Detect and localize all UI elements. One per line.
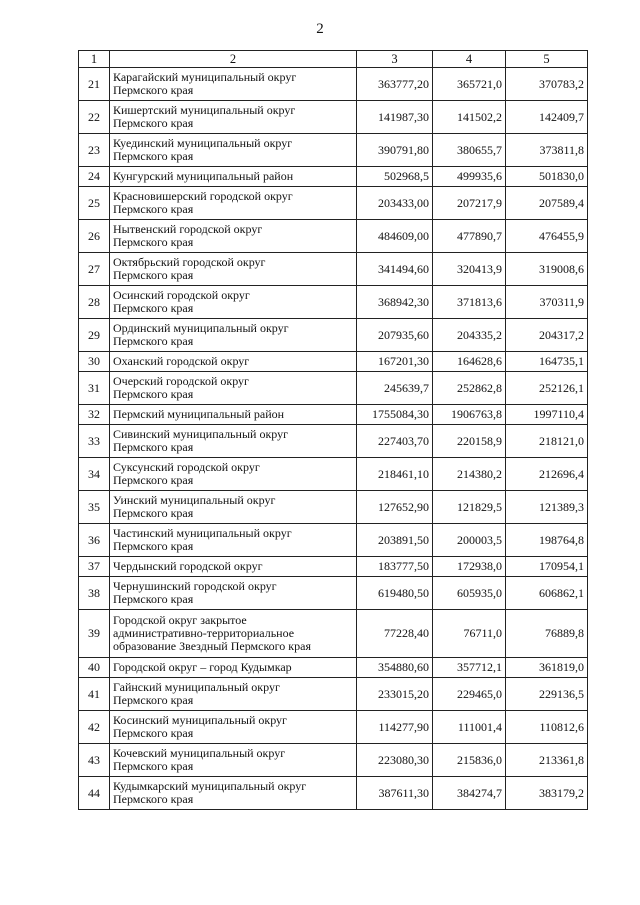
municipality-name-line: Пермского края: [113, 506, 194, 520]
amount-c4: 380655,7: [433, 134, 506, 167]
amount-c4: 477890,7: [433, 220, 506, 253]
amount-c5: 319008,6: [506, 253, 588, 286]
amount-c3: 233015,20: [357, 678, 433, 711]
table-row: [79, 557, 588, 577]
municipality-name-line: Осинский городской округ: [113, 288, 250, 302]
amount-c5: 218121,0: [506, 425, 588, 458]
municipality-name: [110, 286, 357, 319]
row-number: 42: [79, 711, 110, 744]
municipality-name: [110, 610, 357, 658]
municipality-name-line: Пермского края: [113, 202, 194, 216]
municipality-name-line: Чердынский городской округ: [113, 559, 263, 573]
municipality-name-line: Пермского края: [113, 539, 194, 553]
table-row: [79, 101, 588, 134]
amount-c5: 252126,1: [506, 372, 588, 405]
amount-c5: 207589,4: [506, 187, 588, 220]
municipality-name: [110, 405, 357, 425]
municipality-name-line: образование Звездный Пермского края: [113, 639, 311, 653]
municipality-name-line: Кудымкарский муниципальный округ: [113, 779, 307, 793]
amount-c4: 111001,4: [433, 711, 506, 744]
row-number: 21: [79, 68, 110, 101]
row-number: 35: [79, 491, 110, 524]
amount-c3: 183777,50: [357, 557, 433, 577]
amount-c4: 164628,6: [433, 352, 506, 372]
row-number: 22: [79, 101, 110, 134]
header-col-4: 4: [433, 51, 506, 68]
municipality-name-line: Пермского края: [113, 334, 194, 348]
amount-c3: 207935,60: [357, 319, 433, 352]
municipality-name-line: Ординский муниципальный округ: [113, 321, 289, 335]
amount-c3: 227403,70: [357, 425, 433, 458]
table-row: [79, 253, 588, 286]
amount-c4: 357712,1: [433, 658, 506, 678]
amount-c5: 110812,6: [506, 711, 588, 744]
municipality-name-line: Пермского края: [113, 83, 194, 97]
amount-c5: 606862,1: [506, 577, 588, 610]
municipality-name: [110, 744, 357, 777]
table-header-row: [79, 51, 588, 68]
amount-c4: 121829,5: [433, 491, 506, 524]
municipality-name: [110, 524, 357, 557]
amount-c3: 368942,30: [357, 286, 433, 319]
amount-c3: 223080,30: [357, 744, 433, 777]
municipality-name: [110, 352, 357, 372]
amount-c5: 370311,9: [506, 286, 588, 319]
amount-c4: 204335,2: [433, 319, 506, 352]
municipality-name-line: Пермского края: [113, 473, 194, 487]
amount-c5: 229136,5: [506, 678, 588, 711]
municipality-name: [110, 319, 357, 352]
amount-c4: 207217,9: [433, 187, 506, 220]
amount-c3: 245639,7: [357, 372, 433, 405]
amount-c5: 142409,7: [506, 101, 588, 134]
municipality-name: [110, 101, 357, 134]
municipality-name-line: Пермского края: [113, 301, 194, 315]
amount-c3: 619480,50: [357, 577, 433, 610]
municipality-name: [110, 372, 357, 405]
amount-c4: 200003,5: [433, 524, 506, 557]
table-row: [79, 658, 588, 678]
municipality-name: [110, 557, 357, 577]
row-number: 25: [79, 187, 110, 220]
table-row: [79, 711, 588, 744]
municipality-name-line: Карагайский муниципальный округ: [113, 70, 297, 84]
table-row: [79, 491, 588, 524]
table-row: [79, 220, 588, 253]
municipality-name-line: Очерский городской округ: [113, 374, 249, 388]
table-row: [79, 610, 588, 658]
table-row: [79, 678, 588, 711]
municipality-name: [110, 678, 357, 711]
amount-c5: 213361,8: [506, 744, 588, 777]
municipality-name-line: Пермского края: [113, 726, 194, 740]
municipality-name: [110, 187, 357, 220]
amount-c5: 501830,0: [506, 167, 588, 187]
row-number: 38: [79, 577, 110, 610]
municipality-name-line: Пермского края: [113, 387, 194, 401]
table-row: [79, 372, 588, 405]
amount-c3: 127652,90: [357, 491, 433, 524]
amount-c3: 1755084,30: [357, 405, 433, 425]
municipality-name-line: Пермского края: [113, 759, 194, 773]
row-number: 44: [79, 777, 110, 810]
municipality-name-line: Пермского края: [113, 592, 194, 606]
table-row: [79, 577, 588, 610]
amount-c4: 215836,0: [433, 744, 506, 777]
header-col-1: 1: [79, 51, 110, 68]
municipality-name: [110, 491, 357, 524]
row-number: 27: [79, 253, 110, 286]
municipality-name-line: Косинский муниципальный округ: [113, 713, 287, 727]
amount-c5: 1997110,4: [506, 405, 588, 425]
municipality-name-line: Кунгурский муниципальный район: [113, 169, 294, 183]
row-number: 23: [79, 134, 110, 167]
row-number: 32: [79, 405, 110, 425]
amount-c4: 76711,0: [433, 610, 506, 658]
table-row: [79, 425, 588, 458]
municipality-name-line: Суксунский городской округ: [113, 460, 260, 474]
table-row: [79, 187, 588, 220]
amount-c4: 1906763,8: [433, 405, 506, 425]
municipality-name-line: Гайнский муниципальный округ: [113, 680, 280, 694]
municipality-name: [110, 68, 357, 101]
row-number: 31: [79, 372, 110, 405]
page-number: 2: [316, 21, 324, 37]
row-number: 26: [79, 220, 110, 253]
table-row: [79, 167, 588, 187]
header-col-2: 2: [110, 51, 357, 68]
municipality-name-line: Октябрьский городской округ: [113, 255, 266, 269]
budget-table: [78, 50, 588, 810]
amount-c4: 220158,9: [433, 425, 506, 458]
amount-c3: 354880,60: [357, 658, 433, 678]
amount-c3: 363777,20: [357, 68, 433, 101]
municipality-name: [110, 253, 357, 286]
municipality-name-line: Пермского края: [113, 792, 194, 806]
amount-c4: 141502,2: [433, 101, 506, 134]
table-row: [79, 352, 588, 372]
amount-c3: 484609,00: [357, 220, 433, 253]
table-row: [79, 68, 588, 101]
amount-c5: 373811,8: [506, 134, 588, 167]
amount-c3: 390791,80: [357, 134, 433, 167]
header-col-3: 3: [357, 51, 433, 68]
amount-c3: 203433,00: [357, 187, 433, 220]
amount-c5: 121389,3: [506, 491, 588, 524]
table-row: [79, 777, 588, 810]
municipality-name: [110, 458, 357, 491]
amount-c3: 387611,30: [357, 777, 433, 810]
amount-c5: 361819,0: [506, 658, 588, 678]
amount-c3: 167201,30: [357, 352, 433, 372]
amount-c5: 170954,1: [506, 557, 588, 577]
amount-c3: 341494,60: [357, 253, 433, 286]
municipality-name: [110, 167, 357, 187]
amount-c3: 141987,30: [357, 101, 433, 134]
municipality-name: [110, 425, 357, 458]
amount-c4: 320413,9: [433, 253, 506, 286]
amount-c5: 164735,1: [506, 352, 588, 372]
municipality-name: [110, 658, 357, 678]
table-row: [79, 524, 588, 557]
municipality-name: [110, 711, 357, 744]
amount-c5: 212696,4: [506, 458, 588, 491]
row-number: 37: [79, 557, 110, 577]
municipality-name-line: Кишертский муниципальный округ: [113, 103, 296, 117]
municipality-name-line: Кочевский муниципальный округ: [113, 746, 286, 760]
municipality-name-line: Пермский муниципальный район: [113, 407, 285, 421]
amount-c4: 172938,0: [433, 557, 506, 577]
amount-c5: 383179,2: [506, 777, 588, 810]
table-row: [79, 458, 588, 491]
row-number: 34: [79, 458, 110, 491]
amount-c3: 114277,90: [357, 711, 433, 744]
amount-c5: 76889,8: [506, 610, 588, 658]
amount-c5: 198764,8: [506, 524, 588, 557]
municipality-name-line: Пермского края: [113, 116, 194, 130]
row-number: 40: [79, 658, 110, 678]
amount-c3: 77228,40: [357, 610, 433, 658]
municipality-name-line: Пермского края: [113, 149, 194, 163]
municipality-name-line: Чернушинский городской округ: [113, 579, 277, 593]
amount-c4: 252862,8: [433, 372, 506, 405]
municipality-name: [110, 777, 357, 810]
municipality-name-line: Сивинский муниципальный округ: [113, 427, 289, 441]
amount-c3: 502968,5: [357, 167, 433, 187]
municipality-name-line: Пермского края: [113, 440, 194, 454]
row-number: 39: [79, 610, 110, 658]
row-number: 30: [79, 352, 110, 372]
header-col-5: 5: [506, 51, 588, 68]
table-row: [79, 286, 588, 319]
amount-c4: 499935,6: [433, 167, 506, 187]
amount-c4: 384274,7: [433, 777, 506, 810]
table-row: [79, 405, 588, 425]
municipality-name-line: Пермского края: [113, 268, 194, 282]
row-number: 36: [79, 524, 110, 557]
row-number: 29: [79, 319, 110, 352]
municipality-name-line: Пермского края: [113, 235, 194, 249]
row-number: 43: [79, 744, 110, 777]
municipality-name-line: Пермского края: [113, 693, 194, 707]
row-number: 28: [79, 286, 110, 319]
municipality-name: [110, 134, 357, 167]
amount-c5: 476455,9: [506, 220, 588, 253]
amount-c3: 203891,50: [357, 524, 433, 557]
municipality-name-line: Куединский муниципальный округ: [113, 136, 293, 150]
table-row: [79, 134, 588, 167]
amount-c4: 229465,0: [433, 678, 506, 711]
municipality-name-line: Уинский муниципальный округ: [113, 493, 276, 507]
table-row: [79, 319, 588, 352]
municipality-name-line: Красновишерский городской округ: [113, 189, 293, 203]
amount-c4: 371813,6: [433, 286, 506, 319]
municipality-name-line: Частинский муниципальный округ: [113, 526, 292, 540]
municipality-name-line: Нытвенский городской округ: [113, 222, 263, 236]
amount-c5: 204317,2: [506, 319, 588, 352]
row-number: 41: [79, 678, 110, 711]
row-number: 33: [79, 425, 110, 458]
municipality-name-line: административно-территориальное: [113, 626, 295, 640]
amount-c3: 218461,10: [357, 458, 433, 491]
amount-c4: 214380,2: [433, 458, 506, 491]
row-number: 24: [79, 167, 110, 187]
amount-c4: 605935,0: [433, 577, 506, 610]
municipality-name: [110, 577, 357, 610]
amount-c4: 365721,0: [433, 68, 506, 101]
municipality-name-line: Оханский городской округ: [113, 354, 250, 368]
municipality-name-line: Городской округ закрытое: [113, 613, 247, 627]
municipality-name: [110, 220, 357, 253]
table-row: [79, 744, 588, 777]
municipality-name-line: Городской округ – город Кудымкар: [113, 660, 292, 674]
amount-c5: 370783,2: [506, 68, 588, 101]
